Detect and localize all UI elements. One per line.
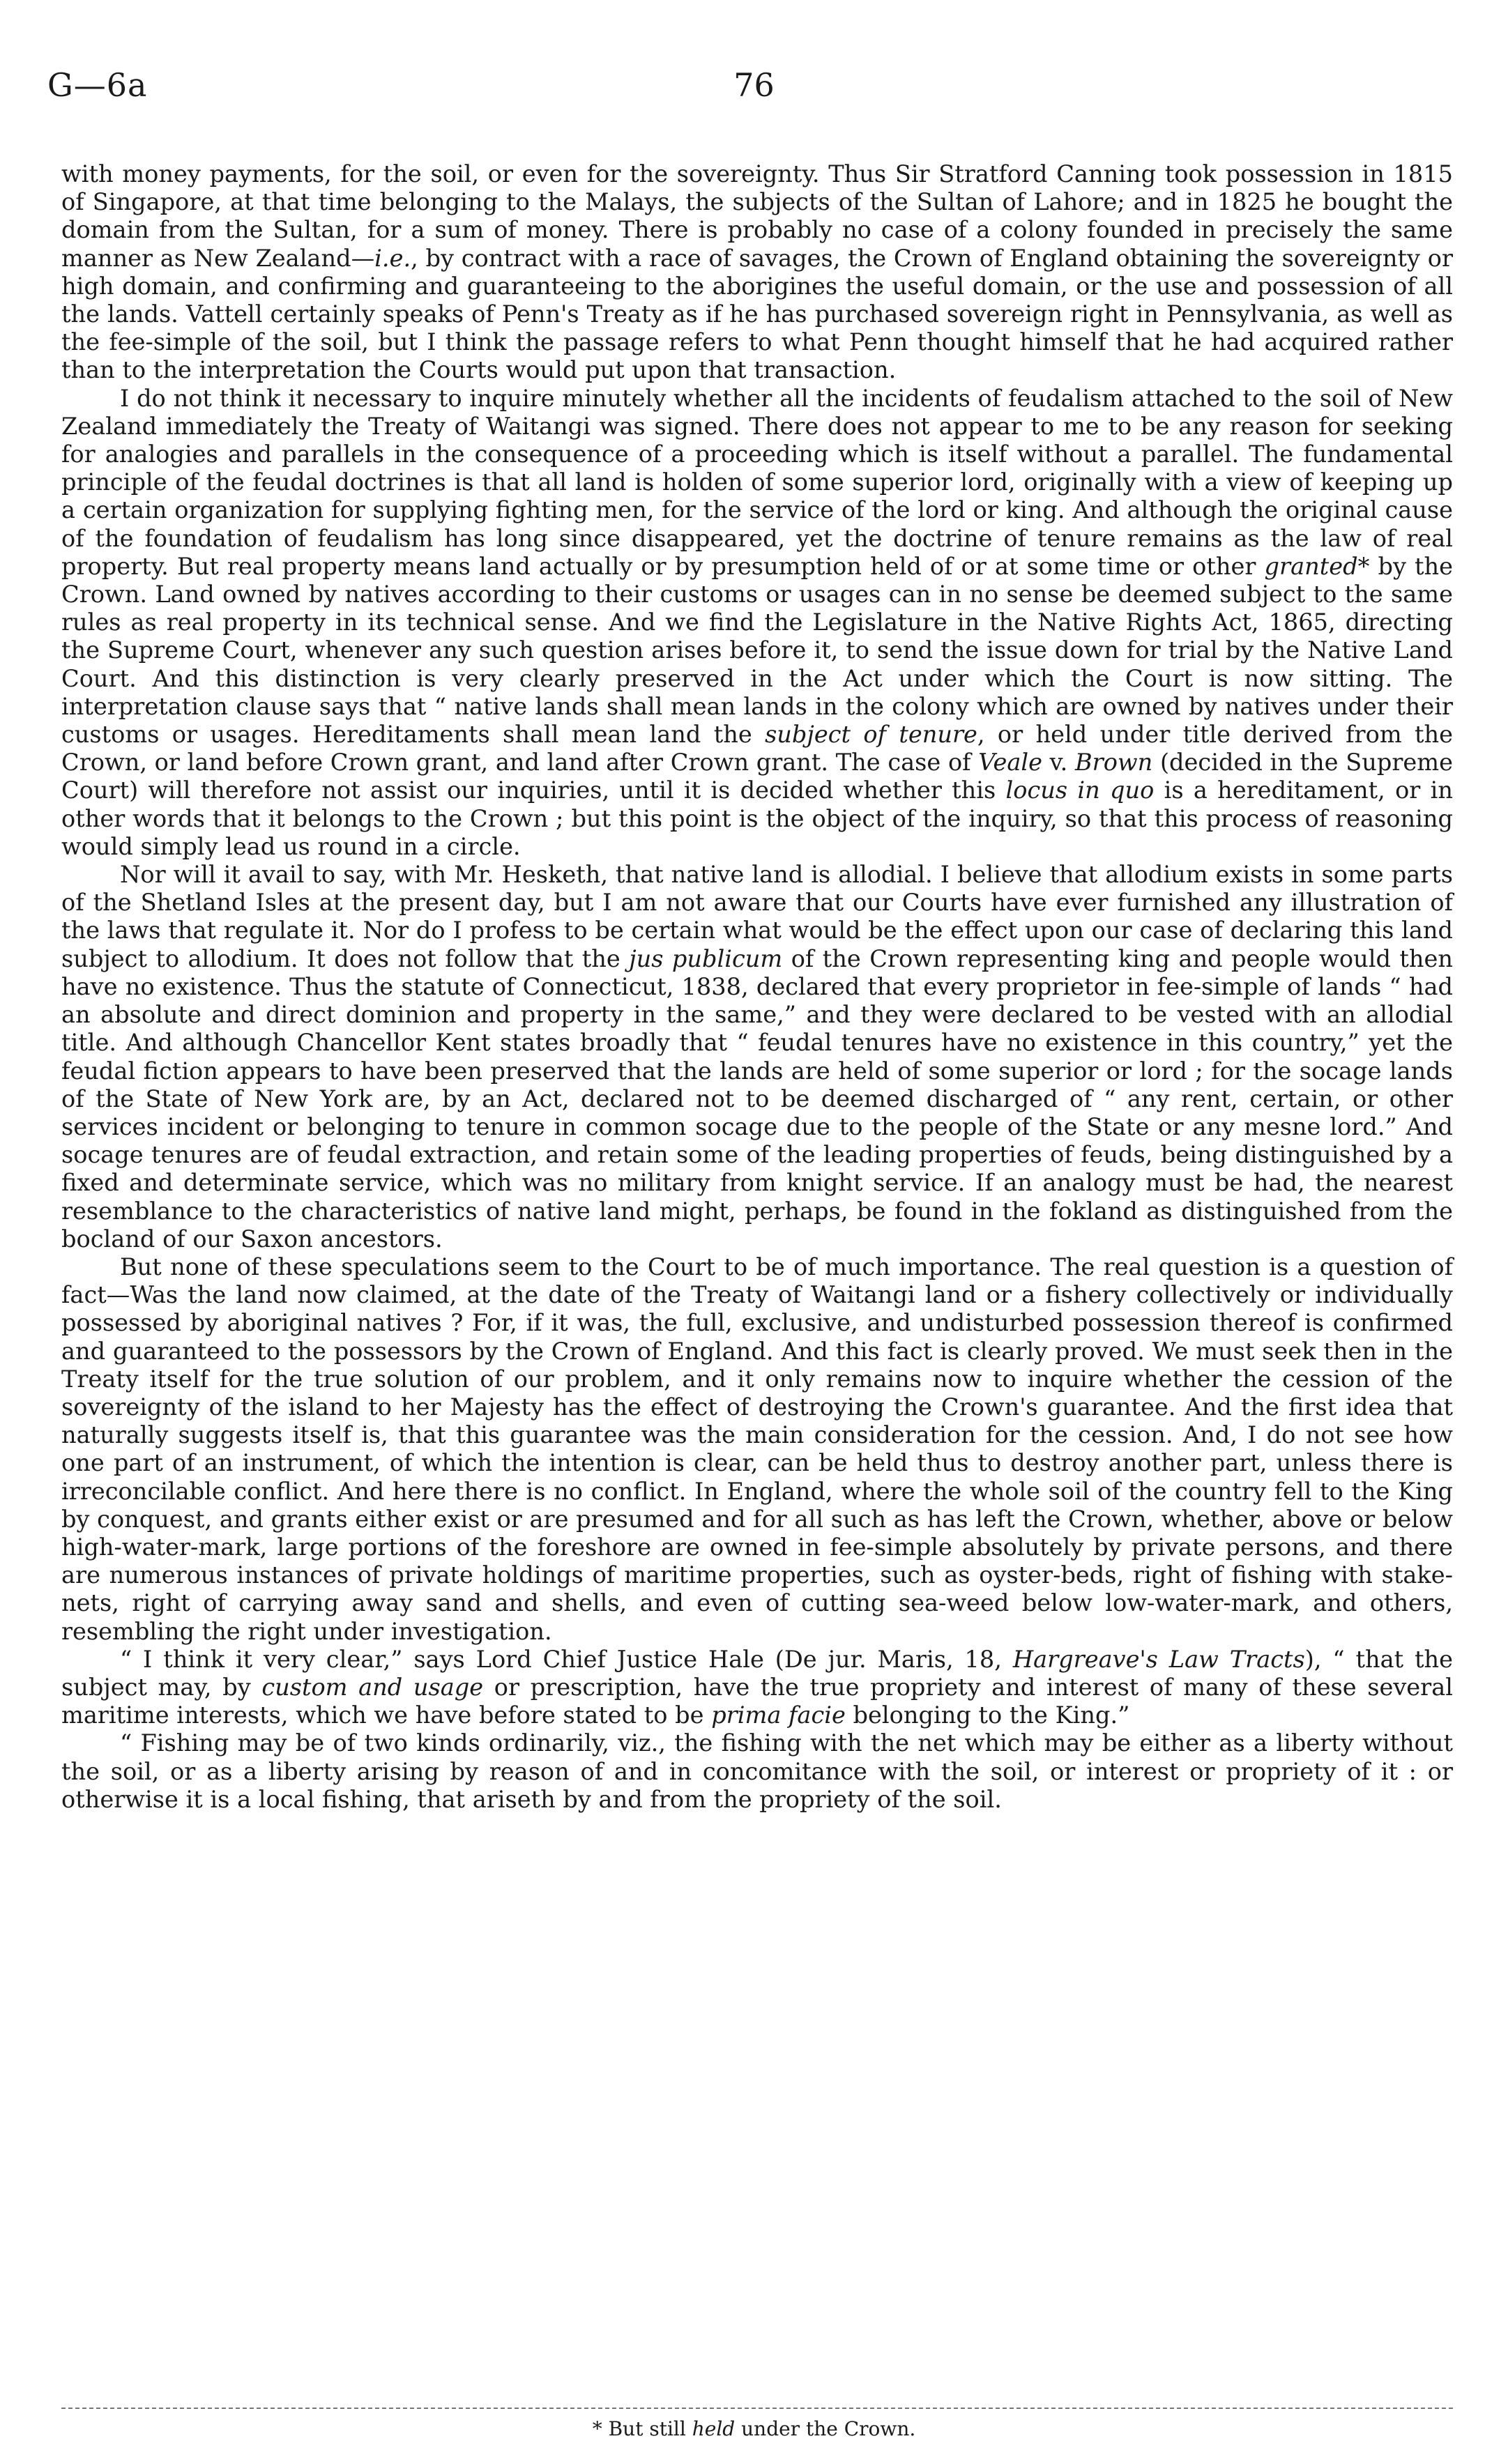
italic-run: held <box>692 2417 736 2440</box>
text-run: v. <box>1042 749 1075 776</box>
paragraph <box>61 1646 1453 1730</box>
text-run: under the Crown. <box>735 2417 916 2440</box>
paragraph <box>61 385 1453 861</box>
text-run: is a hereditament, or in other words that it belongs to the Crown ; but this point is the object of the inquiry, so that this process of reasoning would simply lead us round in a circle. <box>61 776 1453 860</box>
series-reference: G—6a <box>47 66 148 104</box>
text-run: But none of these speculations seem to the Court to be of much importance. The real question is a question of fact—Was the land now claimed, at the date of the Treaty of Waitangi land or a fishery collectively or individually possessed by aboriginal natives ? For, if it was, the full, exclusive, and undisturbed possession thereof is confirmed and guaranteed to the possessors by the Crown of England. And this fact is clearly proved. We must seek then in the Treaty itself for the true solution of our problem, and it only remains now to inquire whether the cession of the sovereignty of the island to her Majesty has the effect of destroying the Crown's guarantee. And the first idea that naturally suggests itself is, that this guarantee was the main consideration for the cession. And, I do not see how one part of an instrument, of which the intention is clear, can be held thus to destroy another part, unless there is irreconcilable conflict. And here there is no conflict. In England, where the whole soil of the country fell to the King by conquest, and grants either exist or are presumed and for all such as has left the Crown, whether, above or below high-water-mark, large portions of the foreshore are owned in fee-simple absolutely by private persons, and there are numerous instances of private holdings of maritime properties, such as oyster-beds, right of fishing with stake-nets, right of carrying away sand and shells, and even of cutting sea-weed below low-water-mark, and others, resembling the right under investigation. <box>61 1253 1453 1645</box>
italic-run: subject of tenure <box>765 721 977 749</box>
italic-run: locus in quo <box>1005 776 1155 804</box>
italic-run: Veale <box>978 749 1042 776</box>
italic-run: i.e. <box>374 244 411 272</box>
text-run: ), “ that the subject may, by <box>61 1645 1453 1701</box>
text-run: Nor will it avail to say, with Mr. Hesketh, that native land is allodial. I believe that allodium exists in some parts of the Shetland Isles at the present day, but I am not aware that our Courts have ever furnished any illustration of the laws that regulate it. Nor do I profess to be certain what would be the effect upon our case of declaring this land subject to allodium. It does not follow that the <box>61 861 1453 972</box>
text-run: * by the Crown. Land owned by natives according to their customs or usages can in no sense be deemed subject to the same rules as real property in its technical sense. And we find the Legislature in the Native Rights Act, 1865, directing the Supreme Court, whenever any such question arises before it, to send the issue down for trial by the Native Land Court. And this distinction is very clearly preserved in the Act under which the Court is now sitting. The interpretation clause says that “ native lands shall mean lands in the colony which are owned by natives under their customs or usages. Hereditaments shall mean land the <box>61 552 1454 749</box>
paragraph <box>61 1253 1453 1646</box>
text-run: belonging to the King.” <box>845 1701 1130 1729</box>
paragraph <box>61 160 1453 385</box>
italic-run: custom and usage <box>261 1673 484 1701</box>
footnote-divider <box>61 2408 1453 2409</box>
paragraph <box>61 861 1453 1253</box>
text-run: “ I think it very clear,” says Lord Chief Justice Hale (De jur. Maris, 18, <box>120 1645 1013 1673</box>
text-run: (decided in the Supreme Court) will therefore not assist our inquiries, until it is decided whether this <box>61 749 1453 804</box>
text-run: , by contract with a race of savages, the Crown of England obtaining the sovereignty or high domain, and confirming and guaranteeing to the aborigines the useful domain, or the use and possession of all the lands. Vattell certainly speaks of Penn's Treaty as if he has purchased sovereign right in Pennsylvania, as well as the fee-simple of the soil, but I think the passage refers to what Penn thought himself that he had acquired rather than to the interpretation the Courts would put upon that transaction. <box>61 244 1453 384</box>
text-run: with money payments, for the soil, or even for the sovereignty. Thus Sir Stratford Canning took possession in 1815 of Singapore, at that time belonging to the Malays, the subjects of the Sultan of Lahore; and in 1825 he bought the domain from the Sultan, for a sum of money. There is probably no case of a colony founded in precisely the same manner as New Zealand— <box>61 160 1453 272</box>
footnote <box>0 2417 1508 2441</box>
page-number: 76 <box>733 66 775 104</box>
text-run: I do not think it necessary to inquire minutely whether all the incidents of feudalism attached to the soil of New Zealand immediately the Treaty of Waitangi was signed. There does not appear to me to be any reason for seeking for analogies and parallels in the consequence of a proceeding which is itself without a parallel. The fundamental principle of the feudal doctrines is that all land is holden of some superior lord, originally with a view of keeping up a certain organization for supplying fighting men, for the service of the lord or king. And although the original cause of the foundation of feudalism has long since disappeared, yet the doctrine of tenure remains as the law of real property. But real property means land actually or by presumption held of or at some time or other <box>61 384 1453 580</box>
text-run: of the Crown representing king and people would then have no existence. Thus the statute of Connecticut, 1838, declared that every proprietor in fee-simple of lands “ had an absolute and direct dominion and property in the same,” and they were declared to be vested with an allodial title. And although Chancellor Kent states broadly that “ feudal tenures have no existence in this country,” yet the feudal fiction appears to have been preserved that the lands are held of some superior or lord ; for the socage lands of the State of New York are, by an Act, declared not to be deemed discharged of “ any rent, certain, or other services incident or belonging to tenure in common socage due to the people of the State or any mesne lord.” And socage tenures are of feudal extraction, and retain some of the leading properties of feuds, being distinguished by a fixed and determinate service, which was no military from knight service. If an analogy must be had, the nearest resemblance to the characteristics of native land might, perhaps, be found in the fokland as distinguished from the bocland of our Saxon ancestors. <box>61 944 1453 1253</box>
italic-run: prima facie <box>711 1701 846 1729</box>
body-text <box>61 160 1453 1814</box>
text-run: , or held under title derived from the Crown, or land before Crown grant, and land after Crown grant. The case of <box>61 721 1453 776</box>
text-run: or prescription, have the true propriety and interest of many of these several maritime interests, which we have before stated to be <box>61 1673 1453 1729</box>
italic-run: Hargreave's Law Tracts <box>1012 1645 1305 1673</box>
italic-run: granted <box>1264 552 1358 580</box>
paragraph <box>61 1729 1453 1814</box>
italic-run: jus publicum <box>629 944 783 972</box>
text-run: “ Fishing may be of two kinds ordinarily, viz., the fishing with the net which may be either as a liberty without the soil, or as a liberty arising by reason of and in concomitance with the soil, or interest or propriety of it : or otherwise it is a local fishing, that ariseth by and from the propriety of the soil. <box>61 1729 1453 1813</box>
text-run: * But still <box>592 2417 692 2440</box>
italic-run: Brown <box>1074 749 1153 776</box>
